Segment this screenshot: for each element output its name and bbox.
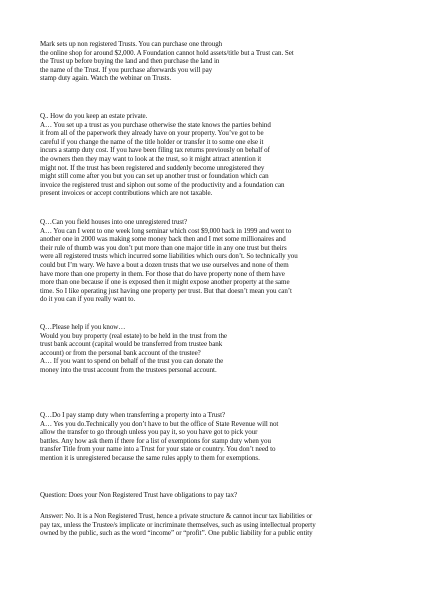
qa-field-houses-line: their rule of thumb was you don’t put more than one major title in any one trust but theirs: [40, 243, 287, 252]
qa-help-line: Would you buy property (real estate) to be held in the trust from the: [40, 331, 227, 340]
qa-stamp-duty-line: allow the transfer to go through unless you pay it, so you have got to pick your: [40, 428, 258, 437]
question-obligations-line: Question: Does your Non Registered Trust have obligations to pay tax?: [40, 491, 238, 499]
answer-obligations-line: pay tax, unless the Trustee/s implicate or incriminate themselves, such as using intellectual property: [40, 520, 316, 529]
qa-estate-private-line: A… You set up a trust as you purchase otherwise the state knows the parties behind: [40, 120, 271, 129]
qa-estate-private-line: might still come after you but you can set up another trust or foundation which can: [40, 172, 269, 181]
qa-stamp-duty: [40, 411, 390, 463]
answer-obligations: [40, 512, 390, 538]
qa-estate-private-line: careful if you change the name of the title holder or transfer it to some one else it: [40, 137, 264, 146]
answer-obligations-line: owned by the public, such as the word “income” or “profit”. One public liability for a public entity: [40, 529, 313, 538]
qa-field-houses-line: were all registered trusts which incurred some liabilities which ours don’t. So technically you: [40, 252, 298, 261]
qa-estate-private-line: incurs a stamp duty cost. If you have been filing tax returns previously on behalf of: [40, 146, 270, 155]
qa-field-houses-line: more than one because if one is exposed then it might expose another property at the same: [40, 278, 290, 287]
qa-help-line: money into the trust account from the trustees personal account.: [40, 365, 217, 374]
qa-estate-private-line: might not. If the trust has been registered and suddenly become unregistered they: [40, 163, 265, 172]
answer-obligations-line: Answer: No. It is a Non Registered Trust, hence a private structure & cannot incur tax liabilities or: [40, 512, 313, 520]
intro-paragraph-line: the name of the Trust. If you purchase afterwards you will pay: [40, 65, 213, 74]
intro-paragraph-line: the Trust up before buying the land and then purchase the land in: [40, 57, 220, 66]
question-obligations: [40, 491, 390, 500]
qa-field-houses-line: could but I’m wary. We have a bout a dozen trusts that we use ourselves and none of them: [40, 260, 289, 269]
qa-estate-private-line: the owners then they may want to look at the trust, so it might attract attention it: [40, 154, 262, 163]
qa-estate-private-line: Q.. How do you keep an estate private.: [40, 112, 148, 120]
qa-estate-private-line: invoice the registered trust and siphon out some of the productivity and a foundation can: [40, 180, 285, 189]
qa-field-houses-line: A… You can I went to one week long seminar which cost $9,000 back in 1999 and went to: [40, 226, 292, 235]
qa-estate-private-line: present invoices or accept contributions which are not taxable.: [40, 189, 213, 198]
qa-stamp-duty-line: battles. Any how ask them if there for a list of exemptions for stamp duty when you: [40, 436, 271, 445]
qa-field-houses-line: time. So I like operating just having one property per trust. But that doesn’t mean you can’t: [40, 286, 292, 295]
qa-help-line: trust bank account (capital would be transferred from trustee bank: [40, 340, 223, 349]
qa-field-houses-line: have more than one property in them. For those that do have property none of them have: [40, 269, 285, 278]
qa-estate-private: [40, 112, 390, 198]
intro-paragraph-line: the online shop for around $2,000. A Foundation cannot hold assets/title but a Trust can. Set: [40, 48, 294, 57]
qa-help-line: account) or from the personal bank account of the trustee?: [40, 348, 201, 357]
qa-field-houses-line: do it you can if you really want to.: [40, 295, 136, 304]
qa-stamp-duty-line: mention it is unregistered because the same rules apply to them for exemptions.: [40, 453, 260, 462]
intro-paragraph: [40, 40, 390, 83]
qa-stamp-duty-line: Q…Do I pay stamp duty when transferring a property into a Trust?: [40, 411, 226, 419]
qa-field-houses-line: another one in 2000 was making some money back then and I met some millionaires and: [40, 235, 286, 244]
qa-estate-private-line: it from all of the paperwork they already have on your property. You’ve got to be: [40, 129, 264, 138]
qa-stamp-duty-line: A… Yes you do.Technically you don’t have to but the office of State Revenue will not: [40, 419, 279, 428]
qa-field-houses-line: Q…Can you field houses into one unregistered trust?: [40, 218, 188, 226]
intro-paragraph-line: stamp duty again. Watch the webinar on Trusts.: [40, 74, 172, 83]
intro-paragraph-line: Mark sets up non registered Trusts. You can purchase one through: [40, 40, 223, 48]
qa-help: [40, 323, 390, 375]
qa-stamp-duty-line: transfer Title from your name into a Trust for your state or country. You don’t need to: [40, 445, 276, 454]
qa-help-line: A… If you want to spend on behalf of the trust you can donate the: [40, 357, 224, 366]
qa-field-houses: [40, 218, 390, 304]
qa-help-line: Q…Please help if you know…: [40, 323, 126, 331]
